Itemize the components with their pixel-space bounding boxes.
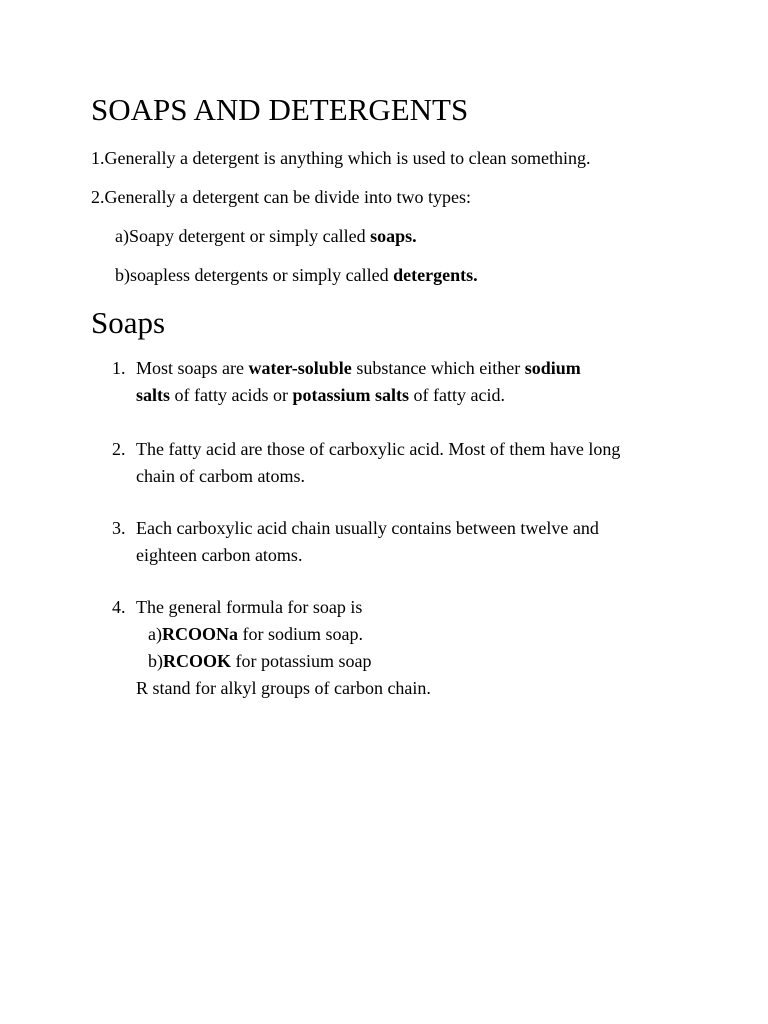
list-item-number: 1.	[112, 358, 126, 378]
list-item-number: 2.	[112, 439, 126, 459]
intro-type-b-text: b)soapless detergents or simply called	[115, 265, 394, 285]
intro-line-1: 1.Generally a detergent is anything which is used to clean something.	[91, 148, 591, 168]
intro-type-a-bold: soaps.	[370, 226, 417, 246]
list-item-line	[136, 355, 696, 382]
text-run: a)	[148, 624, 162, 644]
bold-term: water-soluble	[248, 358, 352, 378]
list-item-line: The fatty acid are those of carboxylic acid. Most of them have long	[136, 439, 621, 459]
intro-type-b	[115, 263, 478, 287]
list-item-body	[136, 515, 696, 569]
text-run: of fatty acids or	[170, 385, 293, 405]
text-run: b)	[148, 651, 163, 671]
section-heading-soaps: Soaps	[91, 305, 166, 340]
text-run: for sodium soap.	[237, 624, 363, 644]
document-title: SOAPS AND DETERGENTS	[91, 92, 469, 127]
text-run: for potassium soap	[231, 651, 372, 671]
bold-term: salts	[136, 385, 171, 405]
list-item-body	[136, 436, 696, 490]
intro-type-a-text: a)Soapy detergent or simply called	[115, 226, 371, 246]
formula-potassium	[136, 648, 696, 675]
formula-rcoona: RCOONa	[161, 624, 238, 644]
list-item-number: 4.	[112, 597, 126, 617]
list-item-body	[136, 355, 696, 409]
text-run: of fatty acid.	[409, 385, 505, 405]
list-item-line: eighteen carbon atoms.	[136, 545, 303, 565]
list-item-body	[136, 594, 696, 702]
intro-type-b-bold: detergents.	[393, 265, 478, 285]
text-run: Most soaps are	[136, 358, 249, 378]
bold-term: potassium salts	[292, 385, 410, 405]
intro-line-2: 2.Generally a detergent can be divide into two types:	[91, 187, 472, 207]
list-item-line: Each carboxylic acid chain usually contains between twelve and	[136, 518, 599, 538]
list-item-line: The general formula for soap is	[136, 597, 363, 617]
text-run: substance which either	[351, 358, 525, 378]
bold-term: sodium	[524, 358, 581, 378]
list-item-line	[136, 382, 696, 409]
list-item-line: chain of carbom atoms.	[136, 466, 305, 486]
formula-rcook: RCOOK	[163, 651, 232, 671]
list-item-line: R stand for alkyl groups of carbon chain.	[136, 678, 431, 698]
formula-sodium	[136, 621, 696, 648]
list-item-number: 3.	[112, 518, 126, 538]
intro-type-a	[115, 224, 417, 248]
